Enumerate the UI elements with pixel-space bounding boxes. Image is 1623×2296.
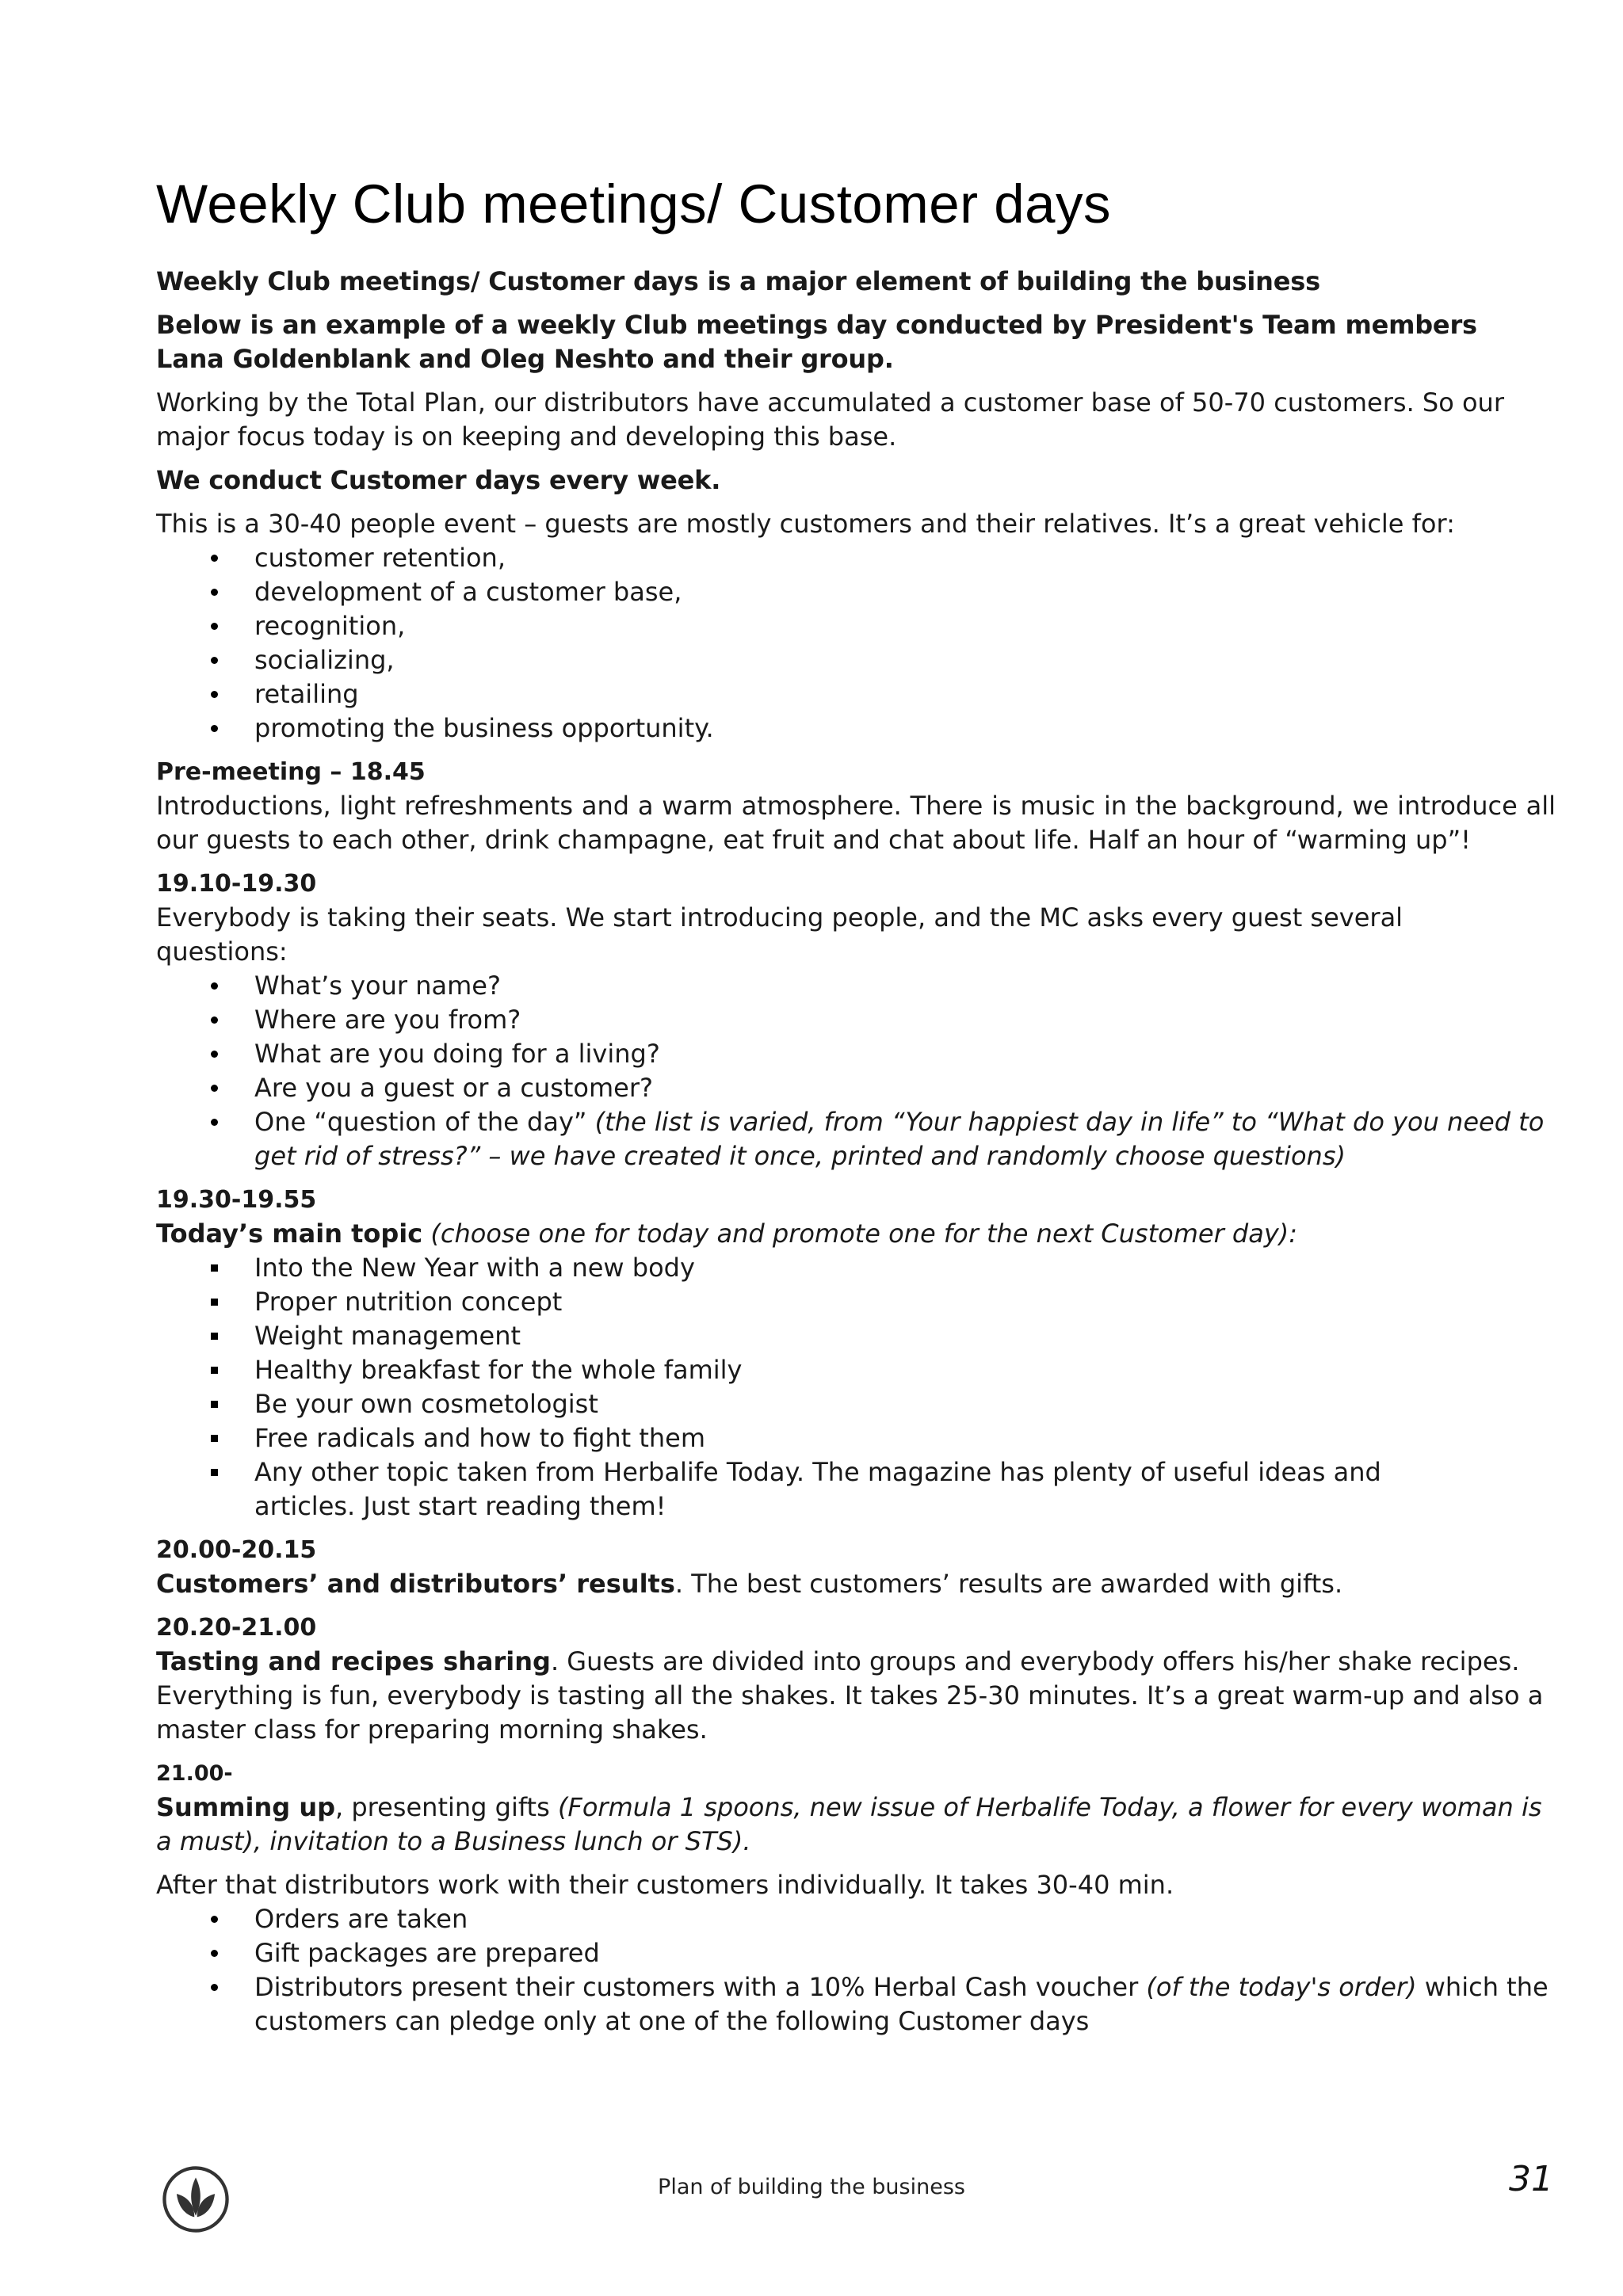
summing-line bbox=[156, 1791, 1556, 1859]
intro-example-line2: Lana Goldenblank and Oleg Neshto and their group. bbox=[156, 343, 894, 374]
list-item: customer retention, bbox=[156, 541, 1556, 575]
list-item: Weight management bbox=[156, 1319, 1556, 1353]
tasting-label: Tasting and recipes sharing bbox=[156, 1646, 551, 1676]
total-plan-paragraph: Working by the Total Plan, our distributors have accumulated a customer base of 50-70 customers. So our major focus today is on keeping and developing this base. bbox=[156, 387, 1504, 452]
after-text: After that distributors work with their customers individually. It takes 30-40 min. bbox=[156, 1869, 1174, 1900]
page-number: 31 bbox=[1509, 2159, 1553, 2199]
list-item: What are you doing for a living? bbox=[156, 1037, 1556, 1071]
results-time: 20.00-20.15 bbox=[156, 1535, 317, 1564]
main-topic-label: Today’s main topic bbox=[156, 1218, 423, 1249]
results-label: Customers’ and distributors’ results bbox=[156, 1568, 675, 1599]
voucher-text: Distributors present their customers with a 10% Herbal Cash voucher bbox=[254, 1971, 1147, 2002]
intro-example-line1: Below is an example of a weekly Club meetings day conducted by President's Team members bbox=[156, 309, 1477, 340]
questions-list bbox=[156, 969, 1556, 1173]
list-item: recognition, bbox=[156, 609, 1556, 643]
main-topic-time: 19.30-19.55 bbox=[156, 1185, 317, 1214]
list-item bbox=[156, 1105, 1556, 1173]
main-topic-note: (choose one for today and promote one for the next Customer day): bbox=[430, 1218, 1298, 1249]
list-item: Proper nutrition concept bbox=[156, 1285, 1556, 1319]
after-list bbox=[156, 1902, 1556, 2039]
topics-list bbox=[156, 1251, 1556, 1524]
seats-time: 19.10-19.30 bbox=[156, 869, 317, 898]
list-item: Healthy breakfast for the whole family bbox=[156, 1353, 1556, 1387]
results-text: . The best customers’ results are awarded with gifts. bbox=[674, 1568, 1343, 1599]
vehicle-list bbox=[156, 541, 1556, 746]
footer-text: Plan of building the business bbox=[658, 2175, 965, 2199]
event-description: This is a 30-40 people event – guests are mostly customers and their relatives. It’s a great vehicle for: bbox=[156, 508, 1455, 539]
qotd-note: (the list is varied, from “Your happiest day in life” to “What do you need to get rid of stress?” – we have created it once, printed and randomly choose questions) bbox=[254, 1106, 1545, 1171]
document-page bbox=[156, 174, 1556, 2039]
list-item: Be your own cosmetologist bbox=[156, 1387, 1556, 1421]
results-line bbox=[156, 1567, 1556, 1601]
list-item: Into the New Year with a new body bbox=[156, 1251, 1556, 1285]
summing-note: (Formula 1 spoons, new issue of Herbalife Today, a flower for every woman is a must), invitation to a Business lunch or STS). bbox=[156, 1791, 1542, 1856]
list-item: Any other topic taken from Herbalife Today. The magazine has plenty of useful ideas and articles. Just start reading them! bbox=[156, 1455, 1556, 1524]
tasting-time: 20.20-21.00 bbox=[156, 1613, 317, 1642]
pre-meeting-time: Pre-meeting – 18.45 bbox=[156, 757, 426, 786]
customer-days-heading: We conduct Customer days every week. bbox=[156, 464, 721, 495]
summing-time: 21.00- bbox=[156, 1760, 233, 1786]
list-item: Where are you from? bbox=[156, 1003, 1556, 1037]
voucher-rest: which the customers can pledge only at one of the following Customer days bbox=[254, 1971, 1549, 2036]
list-item: Free radicals and how to fight them bbox=[156, 1421, 1556, 1455]
summing-text: , presenting gifts bbox=[335, 1791, 558, 1822]
page-title: Weekly Club meetings/ Customer days bbox=[156, 174, 1112, 235]
intro-statement: Weekly Club meetings/ Customer days is a major element of building the business bbox=[156, 265, 1320, 296]
list-item: socializing, bbox=[156, 643, 1556, 677]
list-item: Orders are taken bbox=[156, 1902, 1556, 1936]
list-item: retailing bbox=[156, 677, 1556, 711]
list-item: development of a customer base, bbox=[156, 575, 1556, 609]
list-item: Gift packages are prepared bbox=[156, 1936, 1556, 1970]
list-item: What’s your name? bbox=[156, 969, 1556, 1003]
seats-text: Everybody is taking their seats. We start introducing people, and the MC asks every guest several questions: bbox=[156, 902, 1403, 967]
main-topic-line bbox=[156, 1217, 1556, 1251]
pre-meeting-text: Introductions, light refreshments and a warm atmosphere. There is music in the background, we introduce all our guests to each other, drink champagne, eat fruit and chat about life. Half an hour of “warming up”! bbox=[156, 790, 1556, 855]
tasting-text: . Guests are divided into groups and everybody offers his/her shake recipes. Everything is fun, everybody is tasting all the shakes. It takes 25-30 minutes. It’s a great warm-up and also a master class for preparing morning shakes. bbox=[156, 1646, 1544, 1745]
qotd-label: One “question of the day” bbox=[254, 1106, 587, 1137]
voucher-note: (of the today's order) bbox=[1146, 1971, 1417, 2002]
summing-label: Summing up bbox=[156, 1791, 335, 1822]
tasting-line bbox=[156, 1645, 1556, 1747]
list-item: promoting the business opportunity. bbox=[156, 711, 1556, 746]
list-item bbox=[156, 1970, 1556, 2039]
list-item: Are you a guest or a customer? bbox=[156, 1071, 1556, 1105]
